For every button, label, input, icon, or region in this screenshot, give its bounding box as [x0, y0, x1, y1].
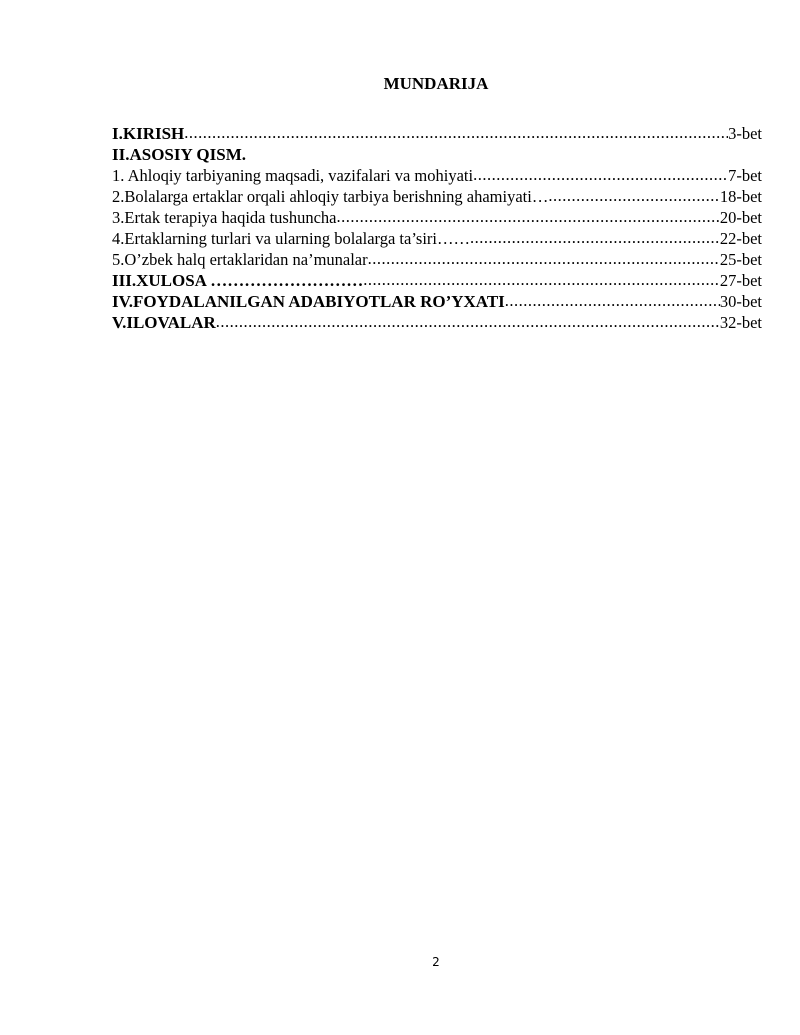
toc-entry-section-3 [112, 208, 762, 229]
toc-entry-page: 27-bet [719, 271, 762, 290]
page-number: 2 [432, 955, 440, 969]
toc-entry-section-1 [112, 166, 762, 187]
toc-dot-leader [473, 166, 728, 185]
toc-entry-page: 18-bet [719, 187, 762, 206]
toc-entry-page: 3-bet [728, 124, 762, 143]
toc-dot-leader [505, 292, 720, 311]
toc-entry-kirish [112, 124, 762, 145]
toc-entry-title: 2.Bolalarga ertaklar orqali ahloqiy tarbiya berishning ahamiyati… [112, 187, 549, 206]
toc-entry-adabiyotlar [112, 292, 762, 313]
toc-entry-title: III.XULOSA ……………………… [112, 271, 364, 290]
toc-dot-leader [470, 229, 720, 248]
toc-entry-title: I.KIRISH [112, 124, 185, 143]
toc-entry-page: 30-bet [719, 292, 762, 311]
toc-entry-page: 7-bet [728, 166, 762, 185]
toc-dot-leader [548, 187, 719, 206]
toc-entry-title: 1. Ahloqiy tarbiyaning maqsadi, vazifalari va mohiyati [112, 166, 474, 185]
toc-entry-title: II.ASOSIY QISM. [112, 145, 246, 164]
toc-entry-title: 5.O’zbek halq ertaklaridan na’munalar [112, 250, 368, 269]
toc-dot-leader [337, 208, 720, 227]
toc-entry-section-4 [112, 229, 762, 250]
page-title: MUNDARIJA [383, 74, 489, 93]
toc-entry-page: 20-bet [719, 208, 762, 227]
toc-entry-title: 3.Ertak terapiya haqida tushuncha [112, 208, 337, 227]
toc-entry-title: 4.Ertaklarning turlari va ularning bolalarga ta’siri…… [112, 229, 471, 248]
toc-entry-title: V.ILOVALAR [112, 313, 216, 332]
toc-dot-leader [368, 250, 720, 269]
toc-entry-page: 22-bet [719, 229, 762, 248]
toc-dot-leader [363, 271, 720, 290]
toc-entry-page: 25-bet [719, 250, 762, 269]
table-of-contents [112, 124, 762, 334]
toc-dot-leader [216, 313, 720, 332]
toc-entry-section-2 [112, 187, 762, 208]
toc-entry-xulosa [112, 271, 762, 292]
toc-entry-section-5 [112, 250, 762, 271]
toc-entry-title: IV.FOYDALANILGAN ADABIYOTLAR RO’YXATI [112, 292, 505, 311]
toc-entry-page: 32-bet [719, 313, 762, 332]
toc-entry-ilovalar [112, 313, 762, 334]
toc-dot-leader [184, 124, 728, 143]
toc-entry-asosiy-qism [112, 145, 762, 166]
